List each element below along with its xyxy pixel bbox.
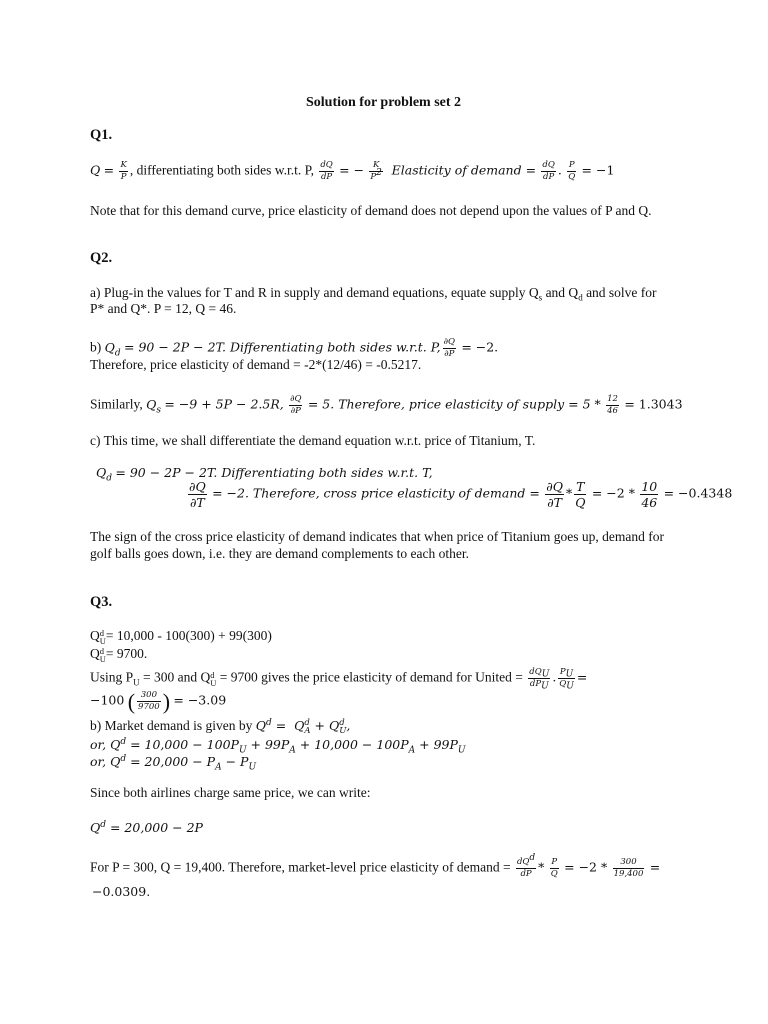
q2-b-supply-line: Similarly, $Q_s = -9 + 5P - 2.5R$, $\frac{\partial Q}{\partial P}$ = 5. Therefore, price elasticity of supply = 5 * $\frac{12}{46}$ = 1.3043	[90, 394, 683, 416]
fraction-partial-q-t-2: $\frac{\partial Q}{\partial T}$	[546, 479, 563, 510]
q3-using-2: = 300 and Q	[139, 669, 211, 685]
q2-sign-line1: The sign of the cross price elasticity of demand indicates that when price of Titanium goes up, demand for	[90, 529, 664, 544]
q2-a-line1: a) Plug-in the values for T and R in supply and demand equations, equate supply $Q_s$ and $Q_d$ and solve for	[90, 285, 657, 303]
q2-b-result: = −2.	[461, 339, 499, 355]
q3-line-neg-result: = −3.09	[173, 692, 227, 708]
q1-equation: Q = $\frac{K}{P}$ , differentiating both sides w.r.t. P, $\frac{dQ}{dP}$ = − $\frac{K}{P^2}$ Elasticity of demand = $\frac{dQ}{dP}$ . $\frac{P}{Q}$ = −1	[90, 160, 615, 182]
q3-b-line: b) Market demand is given by $Q^d = Q$ d A + Q d U ,	[90, 717, 351, 736]
q2-sign-line2: golf balls goes down, i.e. they are demand complements to each other.	[90, 546, 470, 561]
fraction-partial-q-p-2: $\frac{\partial Q}{\partial P}$	[290, 394, 302, 416]
fraction-p-over-q: $\frac{P}{Q}$	[568, 160, 576, 182]
q2-heading: Q2.	[90, 250, 113, 266]
q2-a-text2: and Q	[542, 285, 579, 300]
q2-c-eq1: $Q_d = 90 - 2P - 2T$. Differentiating both sides w.r.t. T,	[96, 465, 433, 484]
fraction-300-9700: $\frac{300}{9700}$	[138, 690, 160, 712]
q2-a-text3: and solve for	[582, 285, 657, 300]
q3-or1: or, Q	[90, 737, 121, 752]
q3-since: Since both airlines charge same price, we can write:	[90, 785, 371, 800]
fraction-partial-q-t: $\frac{\partial Q}{\partial T}$	[189, 479, 206, 510]
q1-note: Note that for this demand curve, price elasticity of demand does not depend upon the values of P and Q.	[90, 203, 652, 218]
q2-c-result: = −2 *	[591, 485, 635, 501]
q2-b-line1: b) $Q_d = 90 - 2P - 2T$. Differentiating both sides w.r.t. P, $\frac{\partial Q}{\partial P}$ = −2.	[90, 337, 499, 359]
q2-c-final: = −0.4348	[663, 485, 733, 501]
q2-b-sim-mid: = 5. Therefore, price elasticity of supply = 5 *	[307, 396, 601, 412]
fraction-dqu-dpu: $\frac{dQ_U}{dP_U}$	[529, 667, 550, 692]
q3-final-text: For P = 300, Q = 19,400. Therefore, market-level price elasticity of demand =	[90, 859, 511, 875]
q1-elasticity-label: Elasticity of demand =	[391, 162, 537, 178]
page-title: Solution for problem set 2	[306, 95, 462, 110]
q3-or1-eq4: + 99P	[415, 737, 458, 752]
q3-or2: or, Q	[90, 754, 121, 769]
q2-a-line2: P* and Q*. P = 12, Q = 46.	[90, 301, 237, 316]
fraction-dqd-dp: $\frac{dQ^d}{dP}$	[516, 853, 536, 879]
q3-line2-text: = 9700.	[105, 646, 148, 661]
fraction-k-over-p2: $\frac{K}{P^2}$	[370, 160, 382, 182]
q2-b-sim-prefix: Similarly,	[90, 396, 143, 412]
q3-b-text: b) Market demand is given by	[90, 718, 253, 733]
q2-b-sim-result: = 1.3043	[624, 396, 683, 412]
q3-or1-eq2: + 99P	[246, 737, 290, 752]
q3-line1: Q d U = 10,000 - 100(300) + 99(300)	[90, 627, 272, 646]
q2-c-eq2-text: = −2. Therefore, cross price elasticity of demand =	[212, 485, 540, 501]
q3-qd: Q	[90, 820, 101, 835]
q2-c-text: c) This time, we shall differentiate the demand equation w.r.t. price of Titanium, T.	[90, 433, 536, 448]
q3-final-result: −0.0309.	[92, 884, 151, 899]
q3-using-3: = 9700 gives the price elasticity of demand for United =	[216, 669, 523, 685]
q3-or1-eq: = 10,000 − 100P	[126, 737, 239, 752]
q3-line-neg: −100	[90, 692, 125, 708]
q1-diff-text: , differentiating both sides w.r.t. P,	[129, 162, 314, 178]
q3-or2-eq: = 20,000 − P	[126, 754, 216, 769]
fraction-k-over-p: $\frac{K}{P}$	[120, 160, 127, 182]
fraction-partial-q-p: $\frac{\partial Q}{\partial P}$	[443, 337, 455, 359]
fraction-dq-dp: $\frac{dQ}{dP}$	[320, 160, 333, 182]
q2-c-eq1-text: = 90 − 2P − 2T. Differentiating both sides w.r.t. T,	[115, 465, 433, 480]
q3-or1-eq3: + 10,000 − 100P	[295, 737, 409, 752]
q3-qd-eq: = 20,000 − 2P	[106, 820, 203, 835]
q3-neg-line: −100 ( $\frac{300}{9700}$ ) = −3.09	[90, 689, 227, 714]
q3-using-line: Using $P_U = 300$ and Q d U = 9700 gives the price elasticity of demand for United = $\frac{dQ_U}{dP_U}$ . $\frac{P_U}{Q_U}$ =	[90, 667, 588, 692]
q1-result: = −1	[581, 162, 615, 178]
fraction-t-over-q: $\frac{T}{Q}$	[575, 479, 586, 510]
q3-or2-eq2: − P	[221, 754, 249, 769]
fraction-dq-dp-2: $\frac{dQ}{dP}$	[542, 160, 555, 182]
q2-b-sim-eq: = −9 + 5P − 2.5R,	[164, 396, 284, 412]
q3-or2-line: or, $Q^d = 20,000 - P_A - P_U$	[90, 753, 257, 773]
q2-b-eq: = 90 − 2P − 2T. Differentiating both sides w.r.t. P,	[124, 339, 441, 355]
fraction-300-19400: $\frac{300}{19,400}$	[613, 857, 644, 879]
q3-using-1: Using P	[90, 669, 134, 685]
q3-line2: Q d U = 9700.	[90, 645, 148, 664]
fraction-12-46: $\frac{12}{46}$	[607, 394, 618, 416]
q3-using-end: =	[576, 669, 588, 685]
q3-final-mid: = −2 *	[564, 859, 608, 875]
fraction-10-46: $\frac{10}{46}$	[641, 479, 658, 510]
fraction-p-over-q-2: $\frac{P}{Q}$	[550, 857, 558, 879]
q2-b-prefix: b)	[90, 339, 102, 355]
q3-qd-line: $Q^d = 20,000 - 2P$	[90, 819, 203, 835]
q2-b-line2: Therefore, price elasticity of demand = -2*(12/46) = -0.5217.	[90, 357, 422, 372]
fraction-pu-qu: $\frac{P_U}{Q_U}$	[559, 667, 574, 692]
q3-final-end: =	[649, 859, 661, 875]
q2-a-text1: a) Plug-in the values for T and R in supply and demand equations, equate supply Q	[90, 285, 539, 300]
q3-or1-line: or, $Q^d = 10,000 - 100P_U + 99P_A + 10,000 - 100P_A + 99P_U$	[90, 736, 466, 756]
q3-line1-text: = 10,000 - 100(300) + 99(300)	[105, 628, 272, 643]
q2-c-eq2: $\frac{\partial Q}{\partial T}$ = −2. Therefore, cross price elasticity of demand = $\frac{\partial Q}{\partial T}$ * $\frac{T}{Q}$ = −2 * $\frac{10}{46}$ = −0.4348	[189, 479, 733, 510]
q3-final-line: For P = 300, Q = 19,400. Therefore, market-level price elasticity of demand = $\frac{dQ^d}{dP}$ * $\frac{P}{Q}$ = −2 * $\frac{300}{19,400}$ =	[90, 853, 661, 879]
q1-heading: Q1.	[90, 127, 113, 143]
q3-heading: Q3.	[90, 594, 113, 610]
